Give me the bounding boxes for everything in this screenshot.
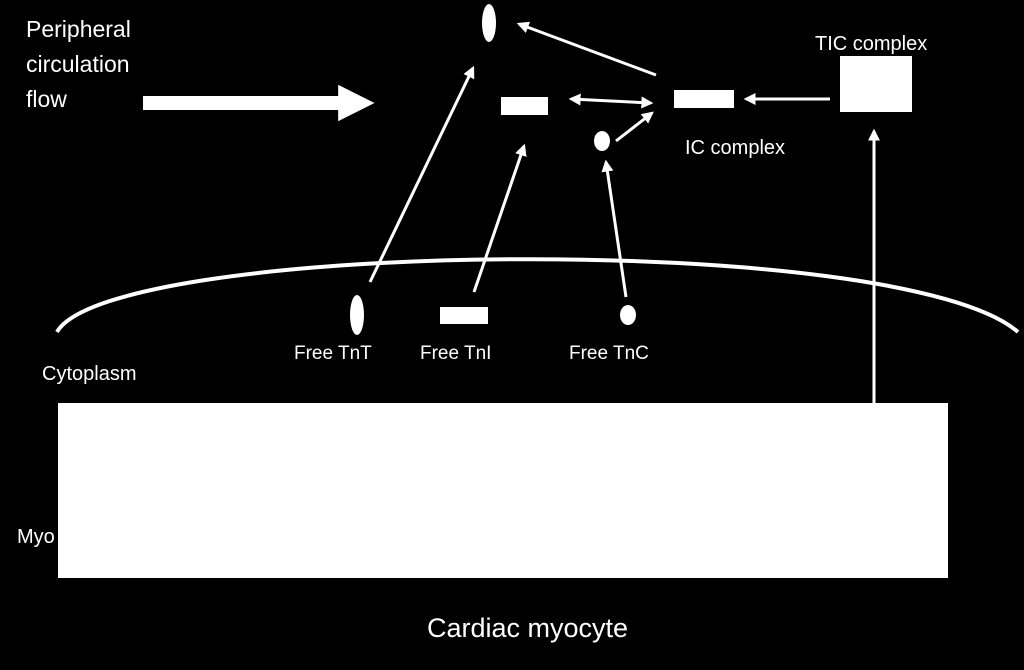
myofibril-panel bbox=[58, 403, 948, 578]
free-tnc-label: Free TnC bbox=[569, 343, 649, 364]
cardiac-myocyte-label: Cardiac myocyte bbox=[427, 613, 629, 643]
free-tnt-shape bbox=[350, 295, 364, 335]
tnc-release-arrow bbox=[606, 162, 626, 297]
free-tnc-shape bbox=[620, 305, 636, 325]
circulating-tni-shape bbox=[501, 97, 548, 115]
free-tnt-label: Free TnT bbox=[294, 343, 372, 364]
tic-complex-label: TIC complex bbox=[815, 33, 928, 55]
ic-to-tnt-arrow bbox=[519, 24, 656, 75]
peripheral-circulation-label: Peripheral circulation flow bbox=[26, 16, 131, 112]
free-tni-label: Free TnI bbox=[420, 343, 492, 364]
free-tni-shape bbox=[440, 307, 488, 324]
ic-complex-shape bbox=[674, 90, 734, 108]
tni-release-arrow bbox=[474, 146, 524, 292]
tnt-release-arrow bbox=[370, 68, 473, 282]
tni-ic-bidirectional-arrow bbox=[571, 99, 651, 103]
tic-complex-shape bbox=[840, 56, 912, 112]
ic-complex-label: IC complex bbox=[685, 137, 786, 159]
cytoplasm-label: Cytoplasm bbox=[42, 363, 137, 385]
circulating-tnt-shape bbox=[482, 4, 496, 42]
myofibril-label-partial: Myo bbox=[17, 526, 55, 548]
circulating-tnc-shape bbox=[594, 131, 610, 151]
tnc-to-ic-arrow bbox=[616, 113, 652, 141]
